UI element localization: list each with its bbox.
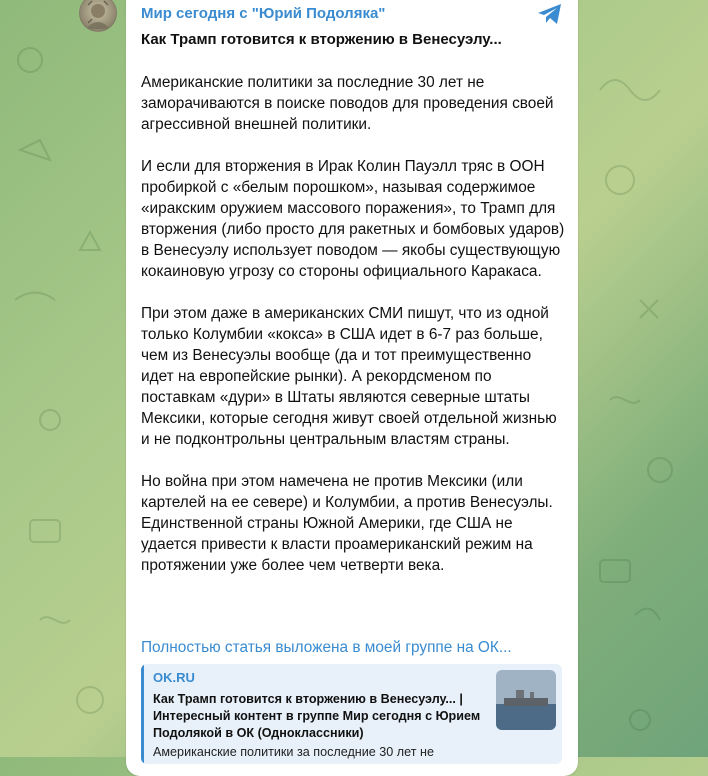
link-preview[interactable] bbox=[141, 664, 562, 764]
preview-thumbnail[interactable] bbox=[496, 670, 556, 730]
post-paragraph-2: И если для вторжения в Ирак Колин Пауэлл тряс в ООН пробиркой с «белым порошком», называя содержимое «иракским оружием массового поражения», то Трамп для вторжения (либо просто для ракетных и бомбовых ударов) в Венесуэлу использует поводом — якобы существующую кокаиновую угрозу со стороны официального Каракаса. bbox=[141, 158, 565, 280]
post-paragraph-4: Но война при этом намечена не против Мексики (или картелей на ее севере) и Колумбии, а против Венесуэлы. Единственной страны Южной Америки, где США не удается привести к власти проамериканский режим на протяжении уже более чем четверти века. bbox=[141, 473, 553, 574]
post-paragraph-3: При этом даже в американских СМИ пишут, что из одной только Колумбии «кокса» в США идет в 6-7 раз больше, чем из Венесуэлы вообще (да и тот преимущественно идет на европейские рынки). А рекордсменом по поставкам «дури» в Штаты являются северные штаты Мексики, которые сегодня живут своей отдельной жизнью и не подконтрольны центральным властям страны. bbox=[141, 305, 557, 448]
preview-site-name: OK.RU bbox=[153, 670, 195, 685]
channel-avatar[interactable] bbox=[79, 0, 117, 32]
post-body bbox=[141, 72, 565, 597]
post-paragraph-1: Американские политики за последние 30 лет не заморачиваются в поиске поводов для проведения своей агрессивной внешней политики. bbox=[141, 74, 554, 133]
article-link[interactable]: Полностью статья выложена в моей группе на ОК... bbox=[141, 639, 512, 656]
post-headline: Как Трамп готовится к вторжению в Венесуэлу... bbox=[141, 31, 502, 48]
preview-accent-bar bbox=[141, 664, 144, 764]
avatar-image bbox=[80, 0, 116, 31]
preview-description: Американские политики за последние 30 лет не bbox=[153, 745, 434, 759]
preview-title: Как Трамп готовится к вторжению в Венесуэлу... | Интересный контент в группе Мир сегодня с Юрием Подолякой в ОК (Одноклассники) bbox=[153, 692, 481, 740]
telegram-share-icon[interactable] bbox=[536, 2, 564, 26]
channel-name[interactable]: Мир сегодня с "Юрий Подоляка" bbox=[141, 5, 386, 22]
